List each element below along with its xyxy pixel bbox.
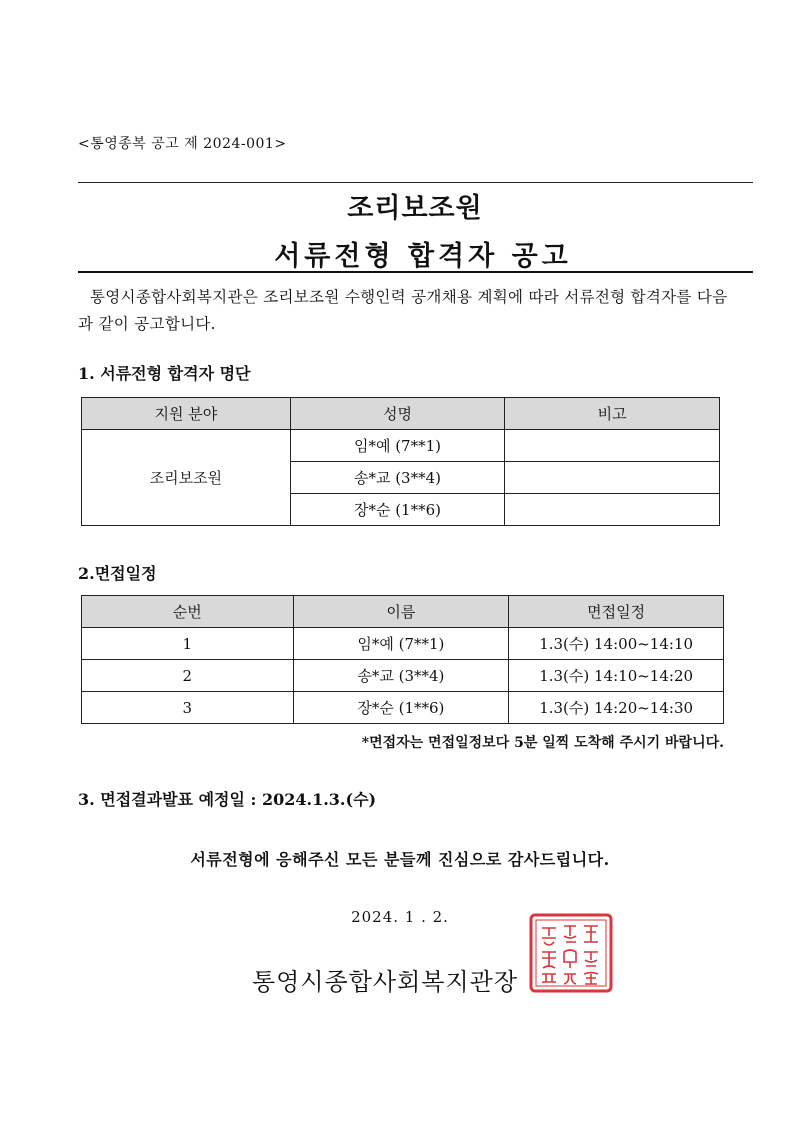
order-cell: 2 — [82, 660, 294, 692]
name-cell: 송*교 (3**4) — [290, 462, 505, 494]
table-row — [82, 430, 720, 462]
notice-number: <통영종복 공고 제 2024-001> — [78, 136, 287, 152]
seal-glyphs — [542, 926, 598, 984]
table-header-row — [82, 398, 720, 430]
thanks-message: 서류전형에 응해주신 모든 분들께 진심으로 감사드립니다. — [190, 850, 610, 869]
time-cell: 1.3(수) 14:10~14:20 — [509, 660, 724, 692]
top-divider — [78, 182, 753, 183]
table-row — [82, 660, 724, 692]
issue-date: 2024. 1 . 2. — [351, 908, 449, 926]
time-cell: 1.3(수) 14:00~14:10 — [509, 628, 724, 660]
table-row — [82, 692, 724, 724]
title-line2: 서류전형 합격자 공고 — [274, 241, 572, 272]
order-cell: 1 — [82, 628, 294, 660]
section1-heading: 1. 서류전형 합격자 명단 — [78, 364, 251, 383]
official-seal-icon — [528, 912, 614, 994]
remark-cell — [505, 494, 720, 526]
table-header-row — [82, 596, 724, 628]
field-cell: 조리보조원 — [82, 430, 291, 526]
column-header: 이름 — [293, 596, 509, 628]
column-header: 비고 — [505, 398, 720, 430]
column-header: 지원 분야 — [82, 398, 291, 430]
remark-cell — [505, 462, 720, 494]
title-divider — [78, 271, 753, 273]
name-cell: 임*예 (7**1) — [293, 628, 509, 660]
name-cell: 송*교 (3**4) — [293, 660, 509, 692]
section2-heading: 2.면접일정 — [78, 564, 157, 583]
order-cell: 3 — [82, 692, 294, 724]
time-cell: 1.3(수) 14:20~14:30 — [509, 692, 724, 724]
name-cell: 임*예 (7**1) — [290, 430, 505, 462]
name-cell: 장*순 (1**6) — [290, 494, 505, 526]
column-header: 순번 — [82, 596, 294, 628]
table-row — [82, 628, 724, 660]
column-header: 면접일정 — [509, 596, 724, 628]
interview-schedule-table — [81, 595, 724, 724]
interview-note: *면접자는 면접일정보다 5분 일찍 도착해 주시기 바랍니다. — [361, 735, 724, 751]
organization-signature: 통영시종합사회복지관장 — [252, 968, 519, 996]
remark-cell — [505, 430, 720, 462]
name-cell: 장*순 (1**6) — [293, 692, 509, 724]
section3-heading: 3. 면접결과발표 예정일 : 2024.1.3.(수) — [78, 790, 377, 809]
intro-paragraph: 통영시종합사회복지관은 조리보조원 수행인력 공개채용 계획에 따라 서류전형 합격자를 다음과 같이 공고합니다. — [78, 288, 728, 333]
applicants-table — [81, 397, 720, 526]
title-line1: 조리보조원 — [347, 193, 483, 224]
column-header: 성명 — [290, 398, 505, 430]
